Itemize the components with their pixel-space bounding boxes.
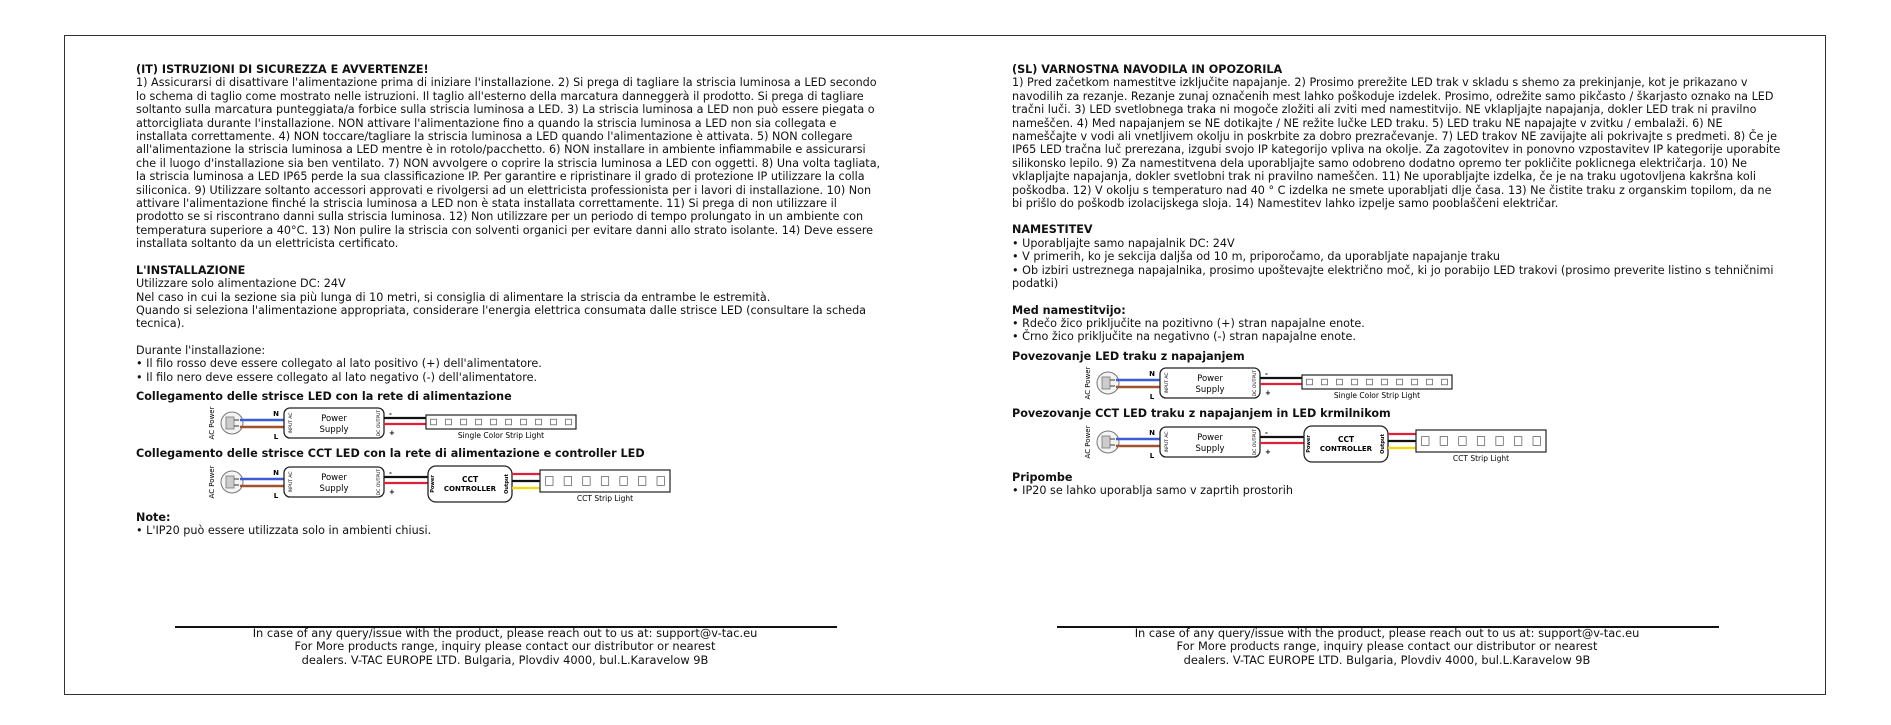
sl-diagram2-title: Povezovanje CCT LED traku z napajanjem in LED krmilnikom [1012, 407, 1391, 421]
sl-install-line: • Ob izbiri ustreznega napajalnika, prosimo upoštevajte električno moč, ki jo porabijo LED trakovi (prosimo preverite listino s tehničnimi podatki) [1012, 263, 1774, 291]
plus-label: + [1265, 447, 1271, 456]
sl-during-line: • Rdečo žico priključite na pozitivno (+) stran napajalne enote. [1012, 316, 1365, 330]
plus-label: + [389, 487, 395, 496]
power-supply-label: Power [1197, 374, 1223, 385]
led-chip [1440, 436, 1447, 445]
neutral-label: N [1149, 370, 1155, 379]
cct-strip-label: CCT Strip Light [1452, 453, 1510, 463]
it-during-line: • Il filo nero deve essere collegato al lato negativo (-) dell'alimentatore. [136, 370, 538, 384]
footer-line: In case of any query/issue with the product, please reach out to us at: support@v-tac.eu [1134, 626, 1640, 640]
footer-line: For More products range, inquiry please contact our distributor or nearest [294, 639, 716, 654]
led-chip [601, 476, 608, 485]
led-chip [1459, 436, 1466, 445]
it-install-title: L'INSTALLAZIONE [136, 263, 246, 277]
minus-label: - [389, 410, 392, 419]
output-label: DC OUTPUT [1253, 369, 1258, 397]
led-chip [1322, 379, 1328, 385]
controller-output-label: Output [1380, 433, 1386, 454]
led-chip [491, 420, 497, 426]
power-input-label: Power [1306, 434, 1312, 453]
neutral-label: N [273, 468, 279, 477]
led-chip [1496, 436, 1503, 445]
sl-during-line: • Črno žico priključite na negativno (-) stran napajalne enote. [1012, 330, 1356, 344]
sl-diagram1-title: Povezovanje LED traku z napajanjem [1012, 349, 1245, 363]
it-diagram1-title: Collegamento delle strisce LED con la rete di alimentazione [136, 389, 512, 403]
footer-line: In case of any query/issue with the product, please reach out to us at: support@v-tac.eu [252, 626, 758, 640]
input-label: INPUT AC [1165, 431, 1170, 453]
led-chip [1352, 379, 1358, 385]
footer-contact [1057, 627, 1717, 667]
led-chip [1533, 436, 1540, 445]
live-label: L [1149, 393, 1155, 402]
it-note-line: • L'IP20 può essere utilizzata solo in ambienti chiusi. [136, 524, 432, 538]
power-supply-label: Supply [319, 425, 349, 436]
it-install-line: Nel caso in cui la sezione sia più lunga di 10 metri, si consiglia di alimentare la striscia da entrambe le estremità. [136, 290, 771, 304]
led-chip [566, 420, 572, 426]
controller-output-label: Output [504, 473, 510, 494]
footer-contact [175, 627, 835, 667]
plug-icon [1102, 436, 1110, 448]
led-chip [657, 476, 664, 485]
led-chip [1477, 436, 1484, 445]
led-chip [546, 476, 553, 485]
cct-strip-label: CCT Strip Light [576, 493, 634, 503]
output-label: DC OUTPUT [377, 410, 382, 437]
minus-label: - [389, 468, 392, 477]
ac-power-label: AC Power [208, 465, 216, 499]
it-install-line: Utilizzare solo alimentazione DC: 24V [136, 277, 346, 291]
led-chip [564, 476, 571, 485]
sl-install-line: • Uporabljajte samo napajalnik DC: 24V [1012, 236, 1235, 250]
neutral-label: N [273, 410, 279, 419]
power-input-label: Power [430, 474, 436, 493]
power-supply-label: Power [1197, 432, 1223, 443]
cct-controller-box [428, 466, 512, 502]
plus-label: + [1265, 389, 1271, 398]
cct-controller-label: CONTROLLER [1319, 444, 1373, 453]
sl-install-line: • V primerih, ko je sekcija daljša od 10 m, priporočamo, da uporabljate napajanje traku [1012, 250, 1500, 264]
led-chip [638, 476, 645, 485]
italian-column [136, 63, 886, 538]
sl-note-line: • IP20 se lahko uporablja samo v zaprtih prostorih [1012, 483, 1293, 497]
sl-during-title: Med namestitvijo: [1012, 303, 1126, 317]
led-chip [1412, 379, 1418, 385]
led-chip [1442, 379, 1448, 385]
led-chip [620, 476, 627, 485]
input-label: INPUT AC [1165, 372, 1170, 394]
plug-icon [226, 417, 234, 429]
led-chip [1337, 379, 1343, 385]
it-safety-text: 1) Assicurarsi di disattivare l'alimentazione prima di iniziare l'installazione. 2) Si prega di tagliare la striscia luminosa a LED secondo lo schema di taglio come mostrato nelle istruzioni. Il taglio all'esterno della marcatura danneggerà il prodotto. Si prega di tagliare soltanto sulla marcatura punteggiata/a forbice sulla striscia luminosa a LED. 3) La striscia luminosa a LED non può essere piegata o attorcigliata durante l'installazione. NON attivare l'alimentazione fino a quando la striscia luminosa a LED non sia collegata e installata correttamente. 4) NON toccare/tagliare la striscia luminosa a LED quando l'alimentazione è attivata. 5) NON collegare all'alimentazione la striscia luminosa a LED mentre è in rotolo/pacchetto. 6) NON installare in ambiente infiammabile e assicurarsi che il luogo d'installazione sia ben ventilato. 7) NON avvolgere o coprire la striscia luminosa a LED con oggetti. 8) Una volta tagliata, la striscia luminosa a LED IP65 perde la sua classificazione IP. Per garantire e ripristinare il grado di protezione IP utilizzare la colla siliconica. 9) Utilizzare soltanto accessori approvati e rivolgersi ad un elettricista professionista per i lavori di installazione. 10) Non attivare l'alimentazione finché la striscia luminosa a LED non è stata installata correttamente. 11) Si prega di non utilizzare il prodotto se si riscontrano danni sulla striscia luminosa. 12) Non utilizzare per un periodo di tempo prolungato in un ambiente con temperatura superiore a 40°C. 13) Non pulire la striscia con solventi organici per evitare danni allo strato isolante. 14) Deve essere installata soltanto da un elettricista certificato. [136, 76, 881, 251]
plus-label: + [389, 429, 395, 438]
it-install-line: Quando si seleziona l'alimentazione appropriata, considerare l'energia elettrica consumata dalle strisce LED (consultare la scheda tecnica). [136, 303, 867, 331]
footer-line: dealers. V-TAC EUROPE LTD. Bulgaria, Plovdiv 4000, bul.L.Karavelow 9B [301, 652, 709, 667]
led-chip [583, 476, 590, 485]
footer-line: For More products range, inquiry please contact our distributor or nearest [1176, 639, 1598, 654]
sl-install-title: NAMESTITEV [1012, 223, 1093, 237]
plug-icon [1102, 377, 1110, 389]
minus-label: - [1265, 370, 1268, 379]
it-diagram2-title: Collegamento delle strisce CCT LED con la rete di alimentazione e controller LED [136, 447, 645, 461]
cct-controller-label: CCT [461, 474, 479, 484]
single-color-wiring-diagram [206, 406, 606, 444]
input-label: INPUT AC [289, 471, 294, 493]
plug-icon [226, 476, 234, 488]
it-during-line: • Il filo rosso deve essere collegato al lato positivo (+) dell'alimentatore. [136, 357, 542, 371]
cct-controller-label: CCT [1337, 434, 1355, 444]
it-during-title: Durante l'installazione: [136, 343, 266, 357]
single-color-wiring-diagram [1082, 366, 1482, 404]
led-chip [521, 420, 527, 426]
sl-safety-title: (SL) VARNOSTNA NAVODILA IN OPOZORILA [1012, 63, 1283, 76]
sl-note-title: Pripombe [1012, 470, 1073, 484]
cct-wiring-diagram [1082, 424, 1562, 468]
led-chip [1307, 379, 1313, 385]
led-chip [461, 420, 467, 426]
led-chip [1397, 379, 1403, 385]
single-strip-label: Single Color Strip Light [457, 431, 545, 441]
led-chip [1382, 379, 1388, 385]
power-supply-label: Power [321, 472, 347, 483]
it-note-title: Note: [136, 510, 171, 524]
led-chip [1514, 436, 1521, 445]
led-chip [1427, 379, 1433, 385]
power-supply-label: Supply [1195, 385, 1225, 396]
ac-power-label: AC Power [1084, 366, 1092, 400]
output-label: DC OUTPUT [1253, 428, 1258, 455]
led-chip [551, 420, 557, 426]
led-chip [431, 420, 437, 426]
live-label: L [273, 433, 279, 442]
ac-power-label: AC Power [208, 406, 216, 440]
footer-line: dealers. V-TAC EUROPE LTD. Bulgaria, Plovdiv 4000, bul.L.Karavelow 9B [1183, 652, 1591, 667]
it-safety-title: (IT) ISTRUZIONI DI SICUREZZA E AVVERTENZE! [136, 63, 429, 76]
power-supply-label: Power [321, 414, 347, 425]
led-chip [476, 420, 482, 426]
live-label: L [273, 491, 279, 500]
led-chip [506, 420, 512, 426]
sl-safety-text: 1) Pred začetkom namestitve izključite napajanje. 2) Prosimo prerežite LED trak v skladu s shemo za prekinjanje, kot je prikazano v navodilih za rezanje. Rezanje zunaj označenih mest lahko poškoduje izdelek. Prosimo, odrežite samo pikčasto / škarjasto oznako na LED tračni luči. 3) LED svetlobnega traka ni mogoče zložiti ali zviti med namestitvijo. NE vklapljajte napajanja, dokler LED trak ni pravilno nameščen. 4) Med napajanjem se NE dotikajte / NE režite lučke LED traku. 5) LED traku NE napajajte v zvitku / embalaži. 6) NE nameščajte v vodi ali vnetljivem okolju in poskrbite za dobro prezračevanje. 7) LED trakov NE zavijajte ali pokrivajte s predmeti. 8) Če je IP65 LED tračna luč prerezana, izgubi svojo IP kategorijo vpliva na okolje. Za zagotovitev in ponovno vzpostavitev IP kategorije uporabite silikonsko lepilo. 9) Za namestitvena dela uporabljajte samo odobreno dodatno opremo ter pokličite poklicnega električarja. 10) Ne vklapljajte napajanja, dokler svetlobni trak ni pravilno nameščen. 11) Ne uporabljajte izdelka, če je na traku ugotovljena kakršna koli poškodba. 12) V okolju s temperaturo nad 40 ° C izdelka ne smete uporabljati dlje časa. 13) Ne čistite traku z organskim topilom, da ne bi prišlo do poškodb izolacijskega sloja. 14) Namestitev lahko izpelje samo pooblaščeni električar. [1012, 76, 1781, 211]
cct-wiring-diagram [206, 464, 686, 508]
minus-label: - [1265, 428, 1268, 437]
led-chip [446, 420, 452, 426]
neutral-label: N [1149, 428, 1155, 437]
led-chip [1422, 436, 1429, 445]
cct-controller-label: CONTROLLER [443, 484, 497, 493]
single-strip-label: Single Color Strip Light [1333, 391, 1421, 401]
power-supply-label: Supply [319, 483, 349, 494]
output-label: DC OUTPUT [377, 468, 382, 495]
slovenian-column [1012, 63, 1782, 497]
cct-controller-box [1304, 426, 1388, 462]
live-label: L [1149, 451, 1155, 460]
led-chip [536, 420, 542, 426]
input-label: INPUT AC [289, 412, 294, 434]
power-supply-label: Supply [1195, 443, 1225, 454]
led-chip [1367, 379, 1373, 385]
ac-power-label: AC Power [1084, 425, 1092, 459]
